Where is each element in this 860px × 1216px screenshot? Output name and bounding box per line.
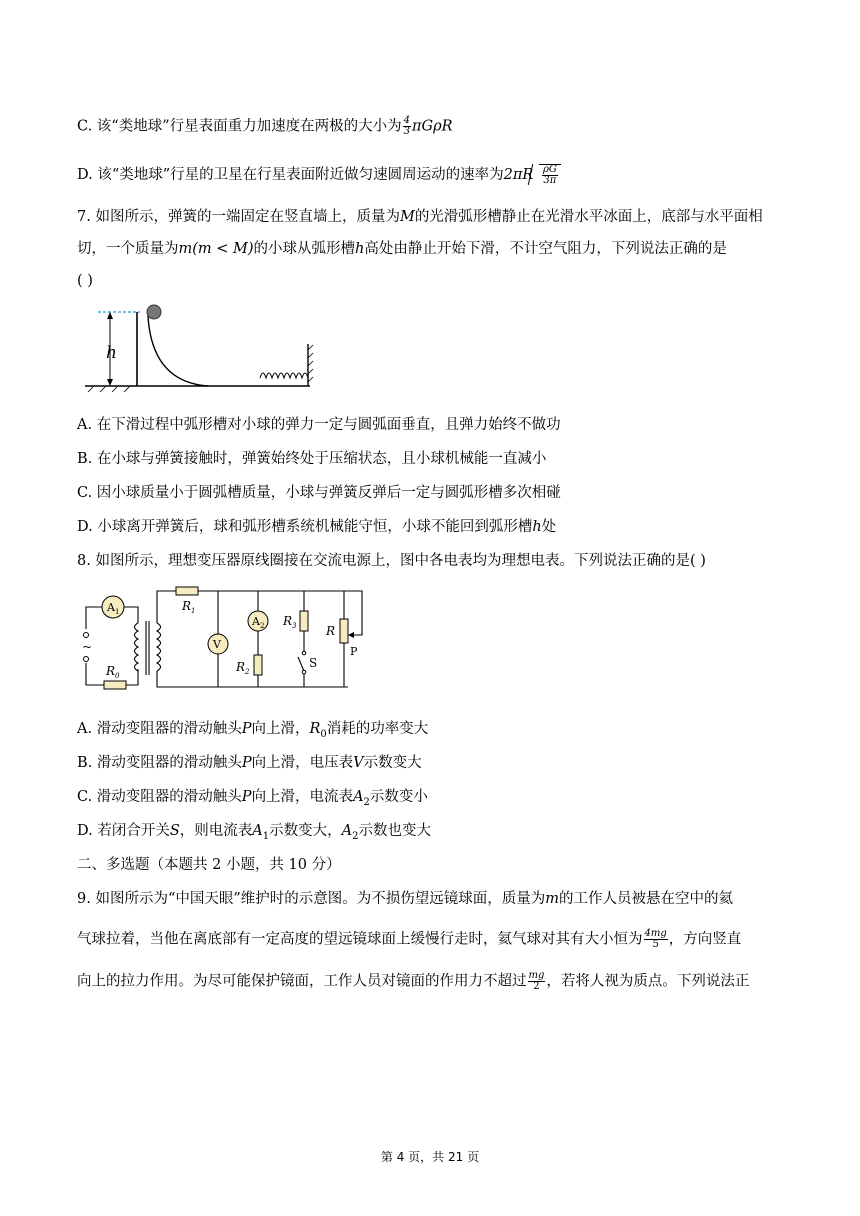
sqrt-expression — [539, 164, 561, 186]
resistor-r3 — [300, 611, 308, 631]
switch-terminal-icon — [302, 670, 306, 674]
fraction: $\frac{4mg}{5}$ — [644, 928, 667, 950]
q8-option-d: D. 若闭合开关S，则电流表$A_1$示数变大，$A_2$示数也变大 — [77, 823, 431, 842]
q8-circuit-figure — [78, 583, 368, 693]
height-label: h — [106, 343, 117, 363]
q8-stem: 8. 如图所示，理想变压器原线圈接在交流电源上，图中各电表均为理想电表。下列说法正确的是( ) — [77, 553, 706, 569]
wall-hatch — [308, 345, 313, 382]
q7-option-a: A. 在下滑过程中弧形槽对小球的弹力一定与圆弧面垂直，且弹力始终不做功 — [77, 417, 561, 433]
r3-label: $R_3$ — [283, 614, 297, 630]
resistor-r1 — [176, 587, 198, 595]
a1-label: $A_1$ — [107, 601, 120, 616]
resistor-r2 — [254, 655, 262, 675]
q7-option-d: D. 小球离开弹簧后，球和弧形槽系统机械能守恒，小球不能回到弧形槽h处 — [77, 519, 557, 535]
q9-line-3: 向上的拉力作用。为尽可能保护镜面，工作人员对镜面的作用力不超过 $\frac{mg}{2}$ ，若将人视为质点。下列说法正 — [77, 970, 750, 992]
q7-stem: 7. 如图所示，弹簧的一端固定在竖直墙上，质量为M的光滑弧形槽静止在光滑水平冰面上，底部与水平面相切，一个质量为m(m < M)的小球从弧形槽h高处由静止开始下滑，不计空气阻力，下列说法正确的是 ( ) — [77, 209, 763, 289]
q6-option-c — [77, 116, 453, 137]
ground-hatch — [88, 386, 130, 392]
rheostat-r — [340, 619, 348, 643]
arrow-up-icon — [107, 312, 113, 319]
slider-arrow-icon — [348, 632, 354, 638]
fraction: $\frac{\rho G}{3\pi}$ — [542, 164, 557, 186]
q7-figure — [80, 298, 320, 392]
switch-label: S — [309, 656, 318, 670]
rheostat-label: R — [326, 624, 336, 638]
ac-symbol: ~ — [82, 640, 93, 654]
formula: 2πR — [503, 167, 534, 183]
q8-option-c: C. 滑动变阻器的滑动触头P向上滑，电流表$A_2$示数变小 — [77, 789, 428, 808]
q9-line-2: 气球拉着，当他在离底部有一定高度的望远镜球面上缓慢行走时，氦气球对其有大小恒为 $\frac{4mg}{5}$ ，方向竖直 — [77, 928, 742, 950]
q9-line-1: 9. 如图所示为“中国天眼”维护时的示意图。为不损伤望远镜球面，质量为m的工作人员被悬在空中的氦 — [77, 891, 734, 907]
q6-option-c-text: C. 该“类地球”行星表面重力加速度在两极的大小为 — [77, 118, 402, 135]
terminal-icon — [84, 633, 89, 638]
section-heading: 二、多选题（本题共 2 小题，共 10 分） — [77, 857, 341, 873]
q6-option-d-text: D. 该“类地球”行星的卫星在行星表面附近做匀速圆周运动的速率为 — [77, 167, 504, 183]
resistor-r0 — [104, 681, 126, 689]
q8-option-b: B. 滑动变阻器的滑动触头P向上滑，电压表V示数变大 — [77, 755, 422, 771]
page-footer: 第 4 页，共 21 页 — [380, 1150, 480, 1164]
voltmeter-label: V — [213, 638, 221, 651]
fraction: $\frac{mg}{2}$ — [528, 970, 545, 992]
switch-terminal-icon — [302, 651, 306, 655]
q6-option-d — [77, 164, 561, 186]
q8-option-a: A. 滑动变阻器的滑动触头P向上滑，$R_0$消耗的功率变大 — [77, 721, 429, 740]
formula: πGρR — [412, 118, 453, 135]
q7-option-b: B. 在小球与弹簧接触时，弹簧始终处于压缩状态，且小球机械能一直减小 — [77, 451, 547, 467]
q7-option-c: C. 因小球质量小于圆弧槽质量，小球与弹簧反弹后一定与圆弧形槽多次相碰 — [77, 485, 561, 501]
arrow-down-icon — [107, 379, 113, 386]
r1-label: $R_1$ — [182, 599, 196, 615]
terminal-icon — [84, 657, 89, 662]
slider-p-label: P — [350, 645, 358, 658]
groove-arc — [148, 316, 208, 386]
a2-label: $A_2$ — [252, 615, 265, 630]
fraction: $\frac{4}{3}$ — [403, 115, 410, 137]
r2-label: $R_2$ — [236, 660, 250, 676]
spring-icon — [260, 373, 308, 378]
ball-icon — [147, 305, 161, 319]
r0-label: $R_0$ — [106, 664, 120, 680]
